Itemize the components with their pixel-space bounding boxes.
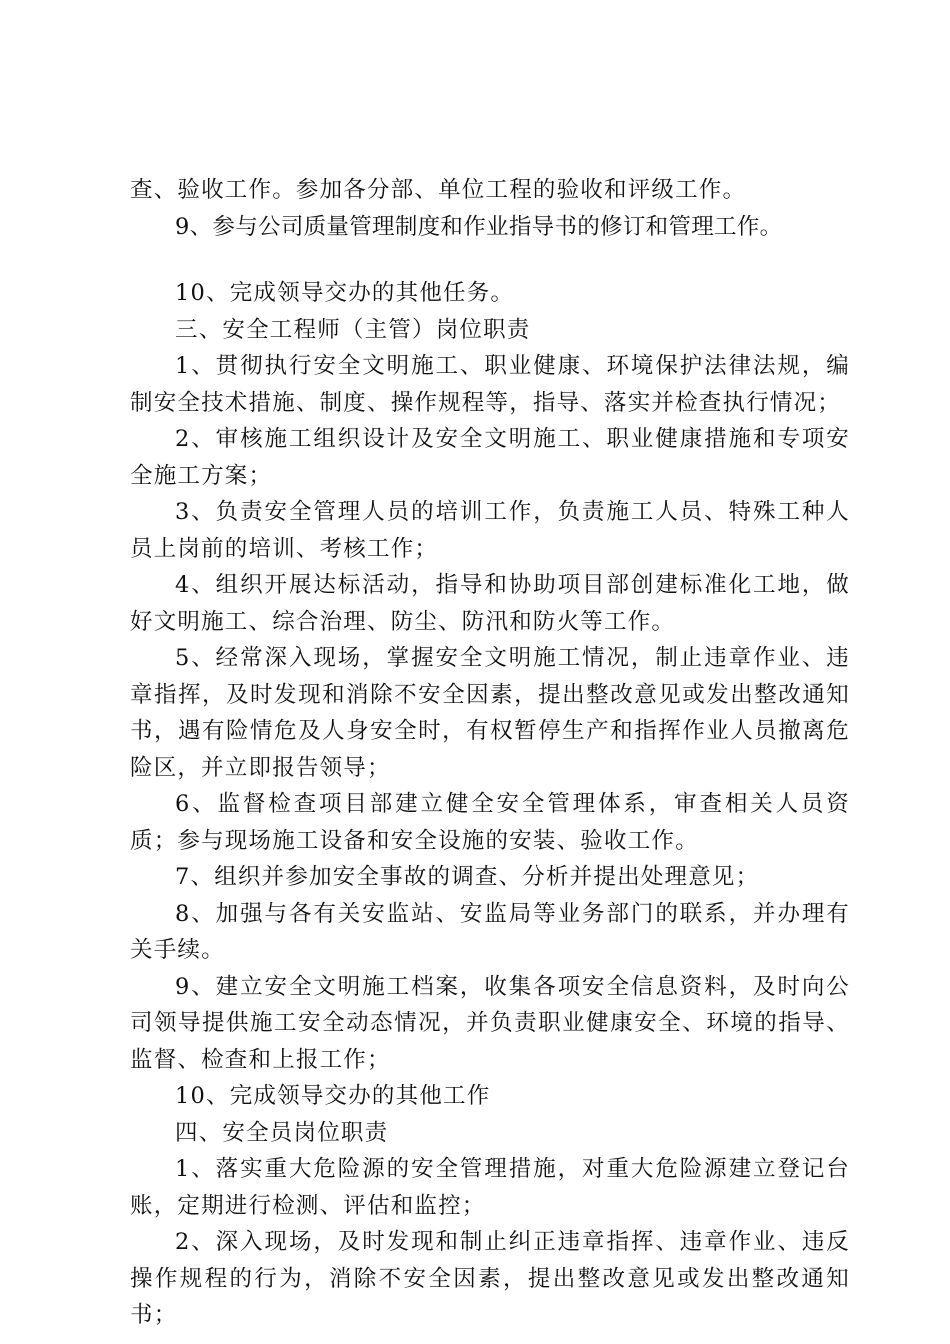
- section-heading-safety-engineer: 三、安全工程师（主管）岗位职责: [175, 316, 531, 343]
- paragraph-quality-item-10: 10、完成领导交办的其他任务。: [175, 280, 515, 306]
- paragraph-safety-engineer-item-9: 9、建立安全文明施工档案，收集各项安全信息资料，及时向公司领导提供施工安全动态情况，并负责职业健康安全、环境的指导、监督、检查和上报工作；: [130, 973, 850, 1073]
- paragraph-safety-engineer-item-10: 10、完成领导交办的其他工作: [175, 1083, 491, 1109]
- paragraph-safety-engineer-item-2: 2、审核施工组织设计及安全文明施工、职业健康措施和专项安全施工方案；: [130, 426, 850, 489]
- paragraph-safety-officer-item-1: 1、落实重大危险源的安全管理措施，对重大危险源建立登记台账，定期进行检测、评估和监控；: [130, 1156, 850, 1219]
- paragraph-safety-engineer-item-3: 3、负责安全管理人员的培训工作，负责施工人员、特殊工种人员上岗前的培训、考核工作；: [130, 499, 850, 562]
- paragraph-safety-engineer-item-8: 8、加强与各有关安监站、安监局等业务部门的联系，并办理有关手续。: [130, 900, 850, 963]
- section-heading-safety-officer: 四、安全员岗位职责: [175, 1119, 389, 1146]
- paragraph-safety-engineer-item-7: 7、组织并参加安全事故的调查、分析并提出处理意见；: [175, 864, 760, 890]
- paragraph-quality-item-9: 9、参与公司质量管理制度和作业指导书的修订和管理工作。: [175, 213, 783, 240]
- paragraph-safety-engineer-item-6: 6、监督检查项目部建立健全安全管理体系，审查相关人员资质；参与现场施工设备和安全设施的安装、验收工作。: [130, 791, 850, 854]
- paragraph-safety-engineer-item-5: 5、经常深入现场，掌握安全文明施工情况，制止违章作业、违章指挥，及时发现和消除不安全因素，提出整改意见或发出整改通知书，遇有险情危及人身安全时，有权暂停生产和指挥作业人员撤离危险区，并立即报告领导；: [130, 645, 850, 781]
- paragraph-safety-engineer-item-1: 1、贯彻执行安全文明施工、职业健康、环境保护法律法规，编制安全技术措施、制度、操作规程等，指导、落实并检查执行情况；: [130, 353, 850, 416]
- paragraph-safety-engineer-item-4: 4、组织开展达标活动，指导和协助项目部创建标准化工地，做好文明施工、综合治理、防尘、防汛和防火等工作。: [130, 572, 850, 635]
- document-body: [130, 172, 850, 1334]
- paragraph-continuation: 查、验收工作。参加各分部、单位工程的验收和评级工作。: [130, 177, 747, 203]
- paragraph-safety-officer-item-2: 2、深入现场，及时发现和制止纠正违章指挥、违章作业、违反操作规程的行为，消除不安全因素，提出整改意见或发出整改通知书；: [130, 1229, 850, 1328]
